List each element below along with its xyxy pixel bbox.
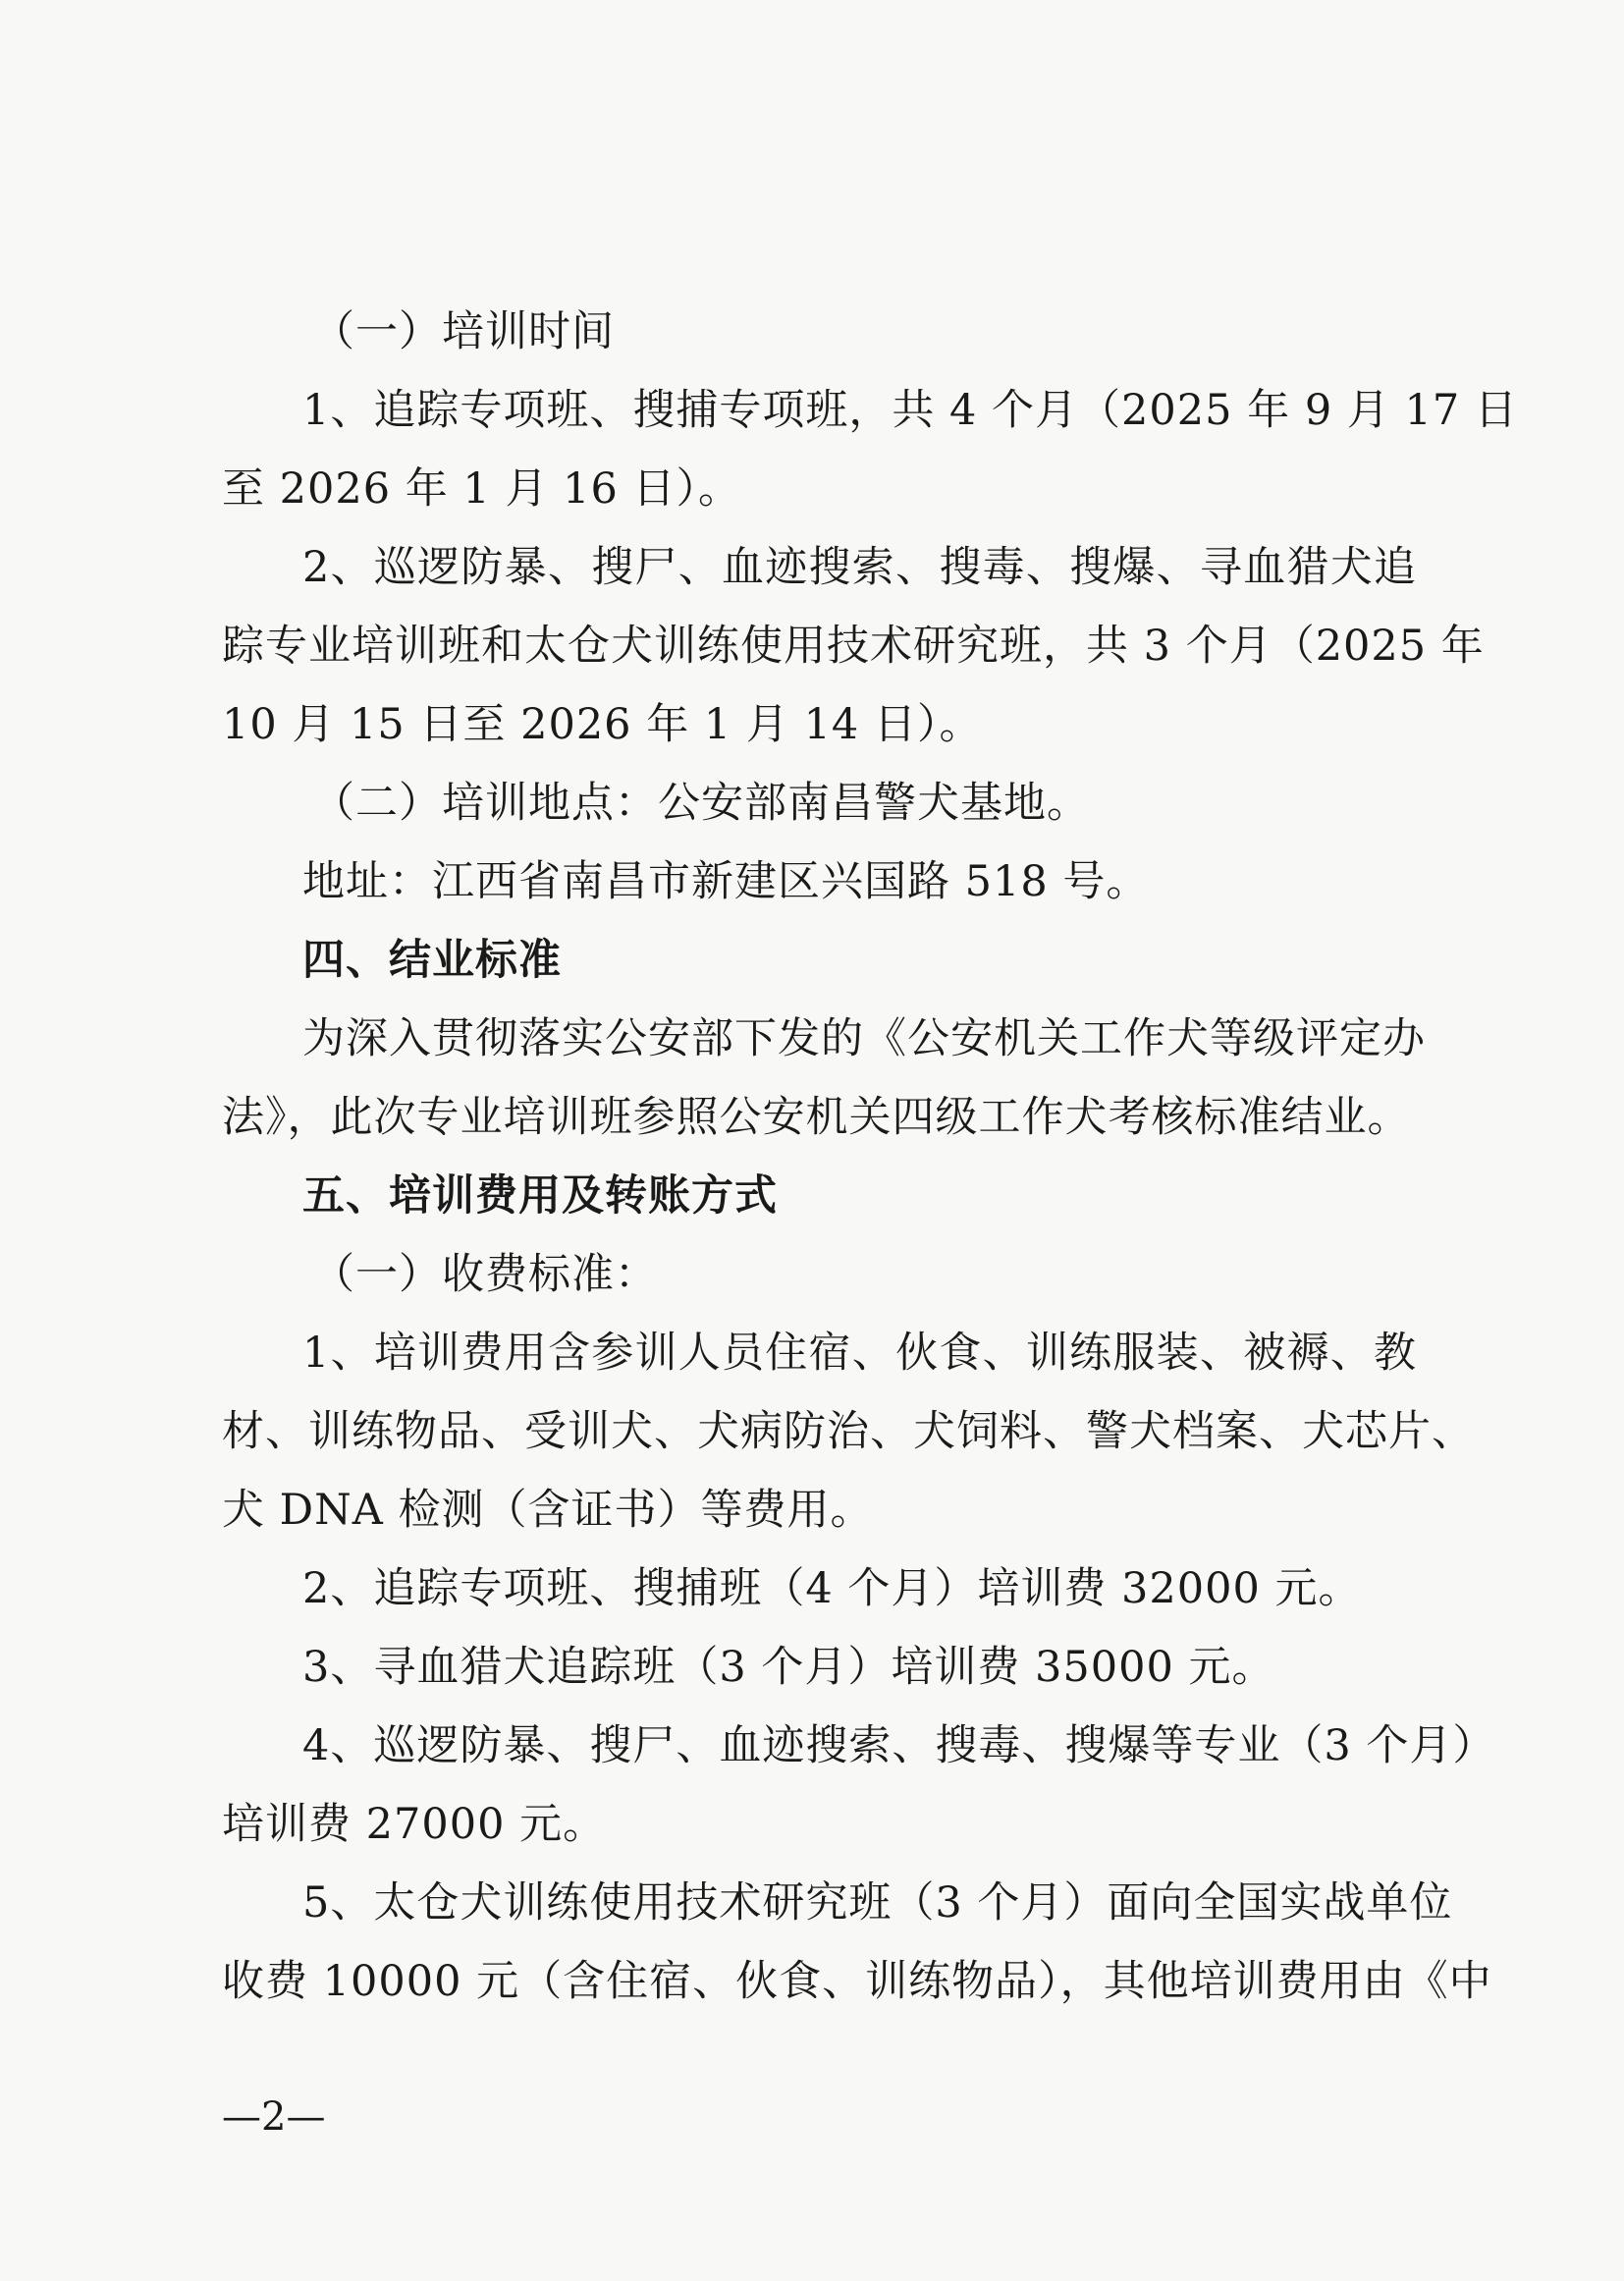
fee-item-1-line-1: 1、培训费用含参训人员住宿、伙食、训练服装、被褥、教: [302, 1329, 1417, 1378]
section-4-paragraph-line-1: 为深入贯彻落实公安部下发的《公安机关工作犬等级评定办: [302, 1014, 1426, 1063]
fee-heading: （一）收费标准：: [312, 1250, 658, 1299]
fee-item-2: 2、追踪专项班、搜捕班（4 个月）培训费 32000 元。: [302, 1564, 1362, 1613]
time-item-1-line-1: 1、追踪专项班、搜捕专项班，共 4 个月（2025 年 9 月 17 日: [302, 386, 1518, 435]
section-4-title: 四、结业标准: [302, 936, 562, 985]
fee-item-4-line-2: 培训费 27000 元。: [222, 1800, 607, 1849]
time-item-2-line-3: 10 月 15 日至 2026 年 1 月 14 日）。: [222, 700, 983, 749]
train-time-heading: （一）培训时间: [312, 307, 615, 356]
section-4-paragraph-line-2: 法》，此次专业培训班参照公安机关四级工作犬考核标准结业。: [222, 1093, 1411, 1142]
page-number: —2—: [222, 2094, 326, 2140]
address: 地址：江西省南昌市新建区兴国路 518 号。: [302, 857, 1150, 906]
fee-item-4-line-1: 4、巡逻防暴、搜尸、血迹搜索、搜毒、搜爆等专业（3 个月）: [302, 1721, 1496, 1770]
fee-item-1-line-2: 材、训练物品、受训犬、犬病防治、犬饲料、警犬档案、犬芯片、: [222, 1407, 1475, 1456]
fee-item-1-line-3: 犬 DNA 检测（含证书）等费用。: [222, 1486, 874, 1535]
section-5-title: 五、培训费用及转账方式: [302, 1171, 778, 1221]
fee-item-5-line-2: 收费 10000 元（含住宿、伙食、训练物品），其他培训费用由《中: [222, 1957, 1492, 2006]
fee-item-5-line-1: 5、太仓犬训练使用技术研究班（3 个月）面向全国实战单位: [302, 1878, 1453, 1928]
time-item-1-line-2: 至 2026 年 1 月 16 日）。: [222, 464, 742, 514]
time-item-2-line-2: 踪专业培训班和太仓犬训练使用技术研究班，共 3 个月（2025 年: [222, 622, 1485, 671]
time-item-2-line-1: 2、巡逻防暴、搜尸、血迹搜索、搜毒、搜爆、寻血猎犬追: [302, 543, 1417, 592]
fee-item-3: 3、寻血猎犬追踪班（3 个月）培训费 35000 元。: [302, 1643, 1275, 1692]
location-heading: （二）培训地点：公安部南昌警犬基地。: [312, 779, 1090, 828]
